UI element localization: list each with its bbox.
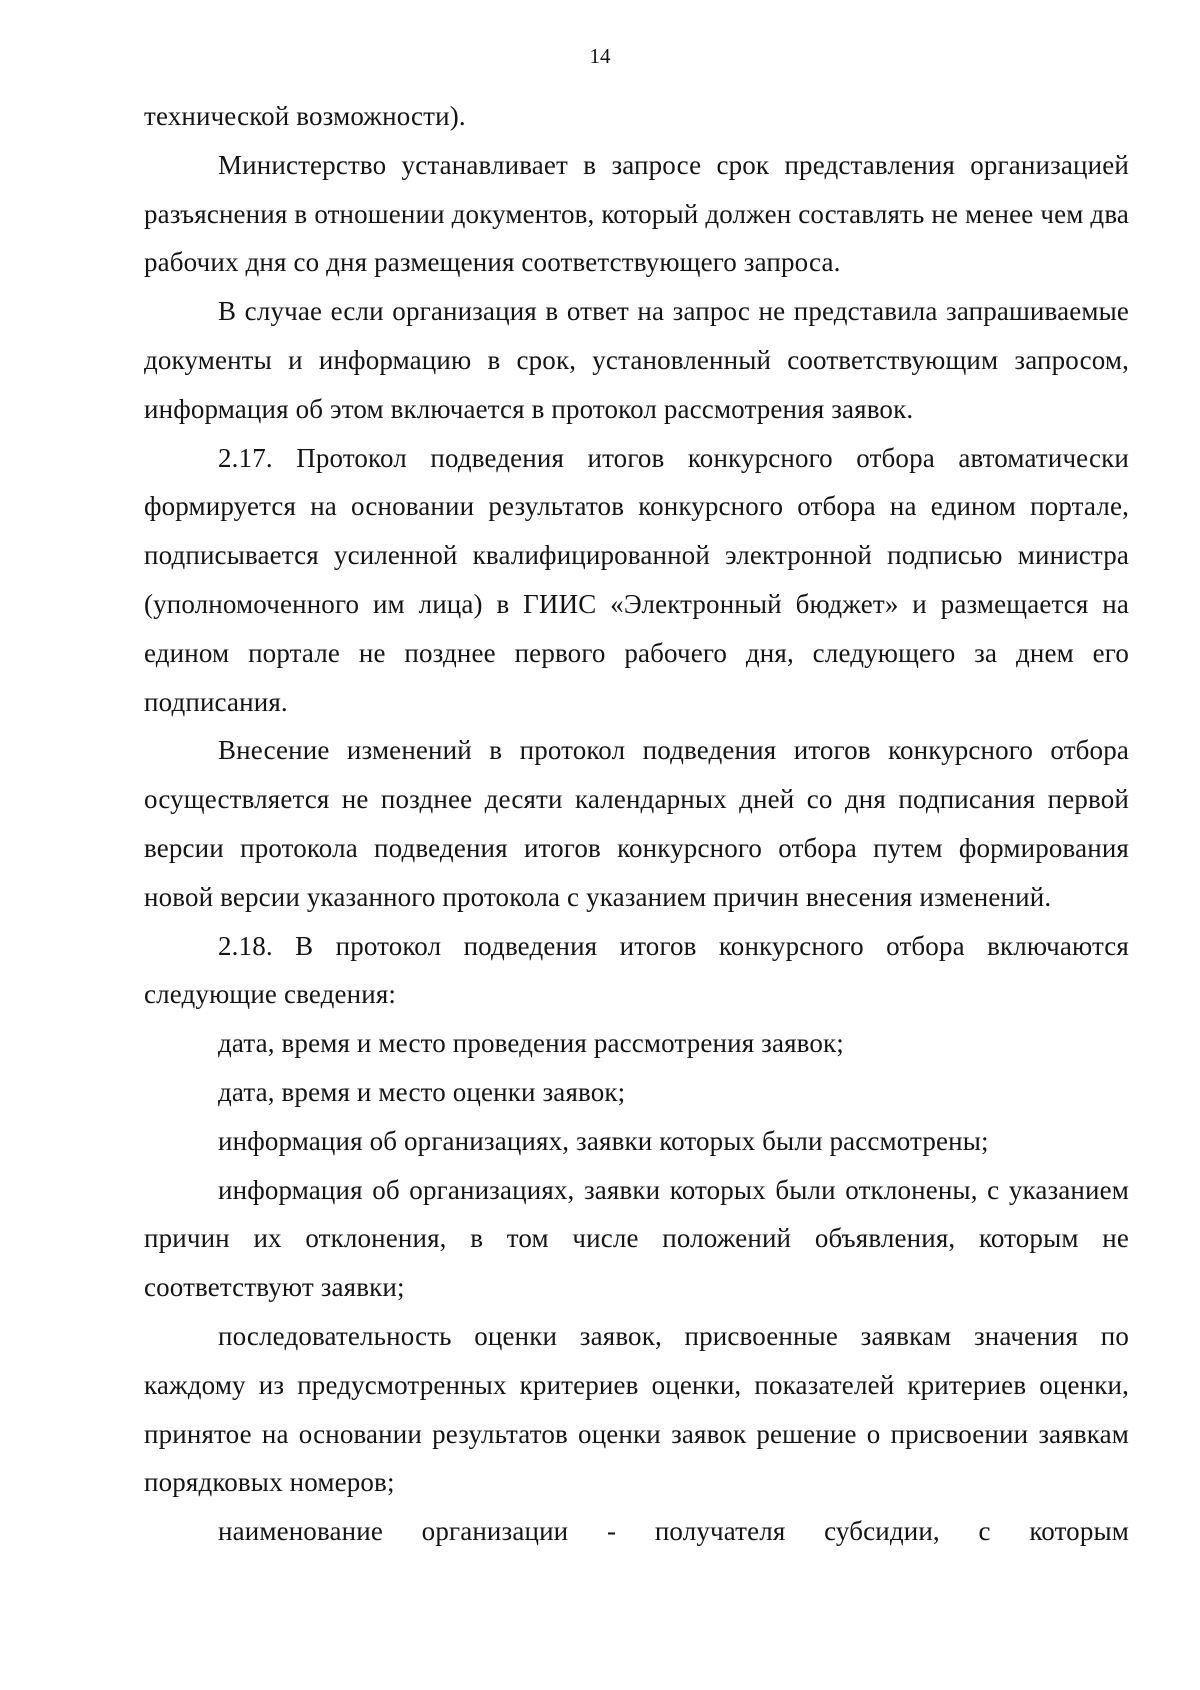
paragraph-protocol-changes: Внесение изменений в протокол подведения итогов конкурсного отбора осуществляется не позднее десяти календарных дней со дня подписания первой версии протокола подведения итогов конкурсного отбора путем формирования новой версии указанного протокола с указанием причин внесения изменений. xyxy=(144,735,1129,912)
document-body xyxy=(144,92,1129,1556)
list-item-reviewed-organizations: информация об организациях, заявки которых были рассмотрены; xyxy=(218,1125,989,1156)
paragraph-ministry-deadline: Министерство устанавливает в запросе срок представления организацией разъяснения в отношении документов, который должен составлять не менее чем два рабочих дня со дня размещения соответствующего запроса. xyxy=(144,149,1129,278)
paragraph-no-response: В случае если организация в ответ на запрос не представила запрашиваемые документы и информацию в срок, установленный соответствующим запросом, информация об этом включается в протокол рассмотрения заявок. xyxy=(144,296,1129,424)
list-item-recipient-name: наименование организации - получателя субсидии, с которым xyxy=(218,1516,1129,1547)
paragraph-continuation: технической возможности). xyxy=(144,101,466,131)
list-item-rejected-organizations: информация об организациях, заявки которых были отклонены, с указанием причин их отклонения, в том числе положений объявления, которым не соответствуют заявки; xyxy=(144,1174,1129,1303)
paragraph-2-18: 2.18. В протокол подведения итогов конкурсного отбора включаются следующие сведения: xyxy=(144,930,1129,1010)
page-number: 14 xyxy=(589,44,611,68)
list-item-evaluation-date: дата, время и место оценки заявок; xyxy=(218,1076,626,1107)
list-item-evaluation-sequence: последовательность оценки заявок, присвоенные заявкам значения по каждому из предусмотренных критериев оценки, показателей критериев оценки, принятое на основании результатов оценки заявок решение о присвоении заявкам порядковых номеров; xyxy=(144,1320,1129,1498)
list-item-review-date: дата, время и место проведения рассмотрения заявок; xyxy=(218,1028,844,1059)
paragraph-2-17: 2.17. Протокол подведения итогов конкурсного отбора автоматически формируется на основании результатов конкурсного отбора на едином портале, подписывается усиленной квалифицированной электронной подписью министра (уполномоченного им лица) в ГИИС «Электронный бюджет» и размещается на едином портале не позднее первого рабочего дня, следующего за днем его подписания. xyxy=(144,442,1129,717)
